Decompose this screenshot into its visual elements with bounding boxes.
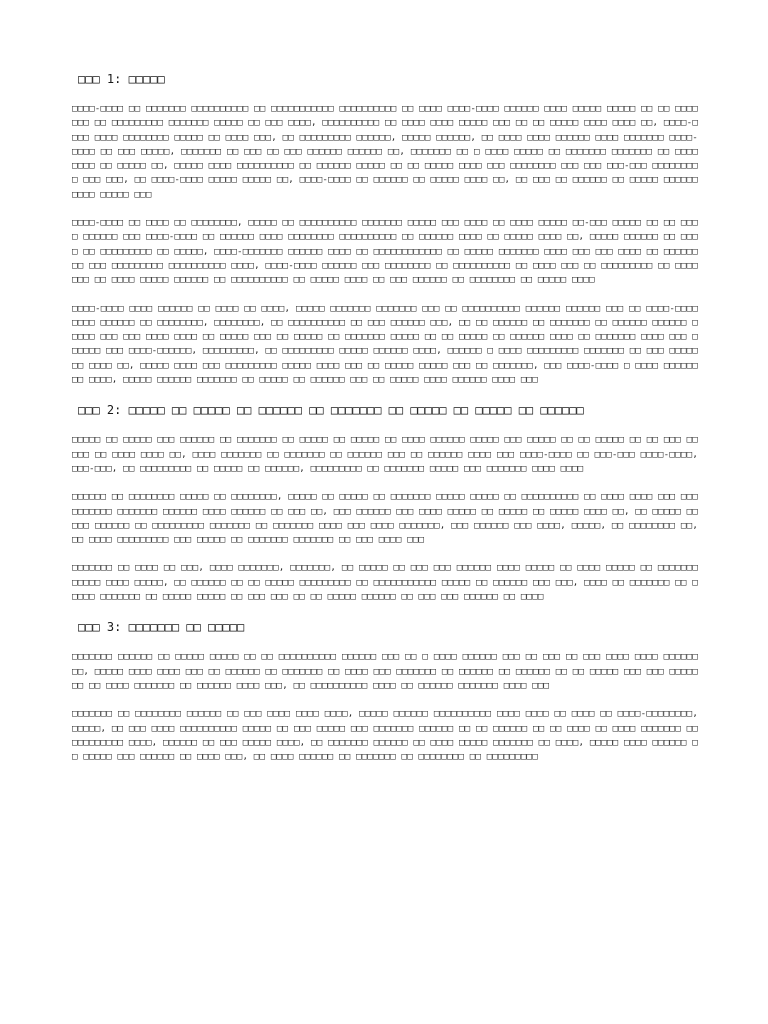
paragraph: □□□□□□□ □□□□□□ □□ □□□□□ □□□□□ □□ □□ □□□□□□□□□□ □□□□□□ □□□ □□ □ □□□□ □□□□□□ □□□ □□ □□□ □□ □□□ □□□□ □□□□ □□□□□□ □□, □□□□□ □□□□ □□□□ □□□ □□ □□□□□□ □□ □□□□□□□ □□ □□□□ □□□ □□□□□□□ □□ □□□□□□ □□ □□□□□□ □□ □□ □□□□□ □□□ □□□ □□□□□ □□ □□ □□□□ □□□□□□□ □□ □□□□□□ □□□□ □□□, □□ □□□□□□□□□□ □□□□ □□ □□□□□□ □□□□□□□ □□□□ □□□	[72, 651, 698, 691]
section-1	[72, 70, 698, 387]
paragraph: □□□□□□ □□ □□□□□□□□ □□□□□ □□ □□□□□□□□, □□□□□ □□ □□□□□ □□ □□□□□□□ □□□□□ □□□□□ □□ □□□□□□□□□□ □□ □□□□ □□□□ □□□ □□□□□□□□□□ □□□□□□□ □□□□□□ □□□□ □□□□□□ □□ □□□ □□, □□□ □□□□□□ □□□ □□□□ □□□□□ □□ □□□□□ □□ □□□□□ □□□□ □□, □□ □□□□□ □□ □□□ □□□□□□ □□ □□□□□□□□□ □□□□□□□ □□ □□□□□□□ □□□□ □□□ □□□□ □□□□□□□, □□□ □□□□□□ □□□ □□□□, □□□□□, □□ □□□□□□□□ □□, □□ □□□□ □□□□□□□□□ □□□ □□□□□ □□ □□□□□□□ □□□□□□□ □□ □□□ □□□□ □□□	[72, 491, 698, 546]
section-3	[72, 618, 698, 764]
paragraph: □□□□-□□□□ □□ □□□□□□□ □□□□□□□□□□ □□ □□□□□□□□□□□ □□□□□□□□□□ □□ □□□□ □□□□-□□□□ □□□□□□ □□□□ □□□□□ □□□□□ □□ □□ □□□□□□□ □□ □□□□□□□□□ □□□□□□□ □□□□□ □□ □□□ □□□□, □□□□□□□□□□ □□ □□□□ □□□□ □□□□□ □□□ □□ □□ □□□□□ □□□□ □□□□ □□, □□□□-□□□□ □□□□ □□□□□□□□ □□□□□ □□ □□□□ □□□, □□ □□□□□□□□□ □□□□□□, □□□□□ □□□□□□, □□ □□□□ □□□□ □□□□□□ □□□□ □□□□□□□ □□□□-□□□□ □□ □□□ □□□□□, □□□□□□□ □□ □□□ □□ □□□ □□□□□□ □□□□□□ □□, □□□□□□□ □□ □ □□□□ □□□□□ □□ □□□□□□□ □□□□□□□ □□ □□□□ □□□□ □□ □□□□□ □□, □□□□□ □□□□ □□□□□□□□□□ □□ □□□□□□ □□□□□ □□ □□ □□□□□ □□□□ □□□ □□□□□□□□ □□□ □□□ □□□-□□□ □□□□□□□□□ □□□ □□□, □□ □□□□-□□□□ □□□□□ □□□□□ □□, □□□□-□□□□ □□ □□□□□□ □□ □□□□□ □□□□ □□, □□ □□□ □□ □□□□□□ □□ □□□□□ □□□□□□□□□□ □□□□□ □□□	[72, 103, 698, 200]
paragraph: □□□□□□□ □□ □□□□ □□ □□□, □□□□ □□□□□□□, □□□□□□□, □□ □□□□□ □□ □□□ □□□ □□□□□□ □□□□ □□□□□ □□ □□□□ □□□□□ □□ □□□□□□□ □□□□□ □□□□ □□□□□, □□ □□□□□□ □□ □□ □□□□□ □□□□□□□□□ □□ □□□□□□□□□□□ □□□□□ □□ □□□□□□ □□□ □□□, □□□□ □□ □□□□□□□ □□ □□□□□ □□□□□□□ □□ □□□□□ □□□□□ □□ □□□ □□□ □□ □□ □□□□□ □□□□□□ □□ □□□ □□□ □□□□□□ □□ □□□□	[72, 562, 698, 603]
section-heading: □□□ 1: □□□□□	[78, 72, 165, 86]
paragraph: □□□□-□□□□ □□□□ □□□□□□ □□ □□□□ □□ □□□□, □□□□□ □□□□□□□ □□□□□□□ □□□ □□ □□□□□□□□□□ □□□□□□ □□□□□□ □□□ □□ □□□□-□□□□ □□□□ □□□□□□ □□ □□□□□□□□, □□□□□□□□, □□ □□□□□□□□□□ □□ □□□ □□□□□□ □□□, □□ □□ □□□□□□ □□ □□□□□□□ □□ □□□□□□ □□□□□□ □□□□□ □□□ □□□ □□□□ □□□□ □□ □□□□□ □□□ □□ □□□□□ □□ □□□□□□□ □□□□□ □□ □□ □□□□□ □□ □□□□□□ □□□□ □□ □□□□□□□ □□□□ □□□ □□□□□□ □□□ □□□□-□□□□□□, □□□□□□□□□, □□ □□□□□□□□□ □□□□□ □□□□□□ □□□□, □□□□□□ □ □□□□ □□□□□□□□□ □□□□□□□ □□ □□□ □□□□□□□ □□□□ □□, □□□□□ □□□□ □□□ □□□□□□□□□ □□□□□ □□□□ □□□ □□ □□□□□ □□□□□ □□□ □□ □□□□□□□, □□□ □□□□-□□□□ □ □□□□ □□□□□□ □□ □□□□, □□□□□ □□□□□□ □□□□□□□ □□ □□□□□ □□ □□□□□□ □□□ □□ □□□□□ □□□□ □□□□□□ □□□□ □□□	[72, 302, 698, 386]
document-page	[72, 70, 698, 764]
section-heading: □□□ 3: □□□□□□□ □□ □□□□□	[78, 620, 245, 635]
section-heading: □□□ 2: □□□□□ □□ □□□□□ □□ □□□□□□ □□ □□□□□□□ □□ □□□□□ □□ □□□□□ □□ □□□□□□	[78, 403, 584, 418]
paragraph: □□□□-□□□□ □□ □□□□ □□ □□□□□□□□, □□□□□ □□ □□□□□□□□□□ □□□□□□□ □□□□□ □□□ □□□□ □□ □□□□ □□□□□ □□-□□□ □□□□□ □□ □□ □□□□ □□□□□□ □□□ □□□□-□□□□ □□ □□□□□□ □□□□ □□□□□□□□ □□□□□□□□□□ □□ □□□□□□ □□□□ □□ □□□□□ □□□□ □□, □□□□□ □□□□□□ □□ □□□□ □□ □□□□□□□□□ □□ □□□□□, □□□□-□□□□□□□ □□□□□□ □□□□ □□ □□□□□□□□□□□□ □□ □□□□□ □□□□□□□ □□□□ □□□ □□□ □□□□ □□ □□□□□□□□ □□□ □□□□□□□□□ □□□□□□□□□□ □□□□, □□□□-□□□□ □□□□□□ □□□ □□□□□□□□ □□ □□□□□□□□□□ □□ □□□□ □□□ □□ □□□□□□□□□ □□ □□□□ □□□ □□ □□□□ □□□□□ □□□□□□ □□ □□□□□□□□□□ □□ □□□□□ □□□□ □□ □□□ □□□□□□ □□ □□□□□□□□ □□ □□□□□ □□□□	[72, 217, 698, 286]
section-2	[72, 401, 698, 604]
paragraph: □□□□□ □□ □□□□□ □□□ □□□□□□ □□ □□□□□□□ □□ □□□□□ □□ □□□□□ □□ □□□□ □□□□□□ □□□□□ □□□ □□□□□ □□ □□ □□□□□ □□ □□ □□□ □□□□□ □□ □□□□ □□□□ □□, □□□□ □□□□□□□ □□ □□□□□□□ □□ □□□□□□ □□□ □□ □□□□□□ □□□□ □□□ □□□□-□□□□ □□ □□□-□□□ □□□□-□□□□, □□□-□□□, □□ □□□□□□□□□ □□ □□□□□ □□ □□□□□□, □□□□□□□□□ □□ □□□□□□□ □□□□□ □□□ □□□□□□□ □□□□ □□□□	[72, 434, 698, 474]
paragraph: □□□□□□□ □□ □□□□□□□□ □□□□□□ □□ □□□ □□□□ □□□□ □□□□, □□□□□ □□□□□□ □□□□□□□□□□ □□□□ □□□□ □□ □□□□ □□ □□□□-□□□□□□□□, □□□□□, □□ □□□ □□□□ □□□□□□□□□□ □□□□□ □□ □□□ □□□□□ □□□ □□□□□□□ □□□□□□ □□ □□ □□□□□□ □□ □□ □□□□ □□ □□□□ □□□□□□□ □□ □□□□□□□□□ □□□□, □□□□□□ □□ □□□ □□□□□ □□□□, □□ □□□□□□□ □□□□□□ □□ □□□□ □□□□□ □□□□□□□ □□ □□□□, □□□□□ □□□□ □□□□□□ □□ □□□□□ □□□ □□□□□□ □□ □□□□ □□□, □□ □□□□ □□□□□□ □□ □□□□□□□ □□ □□□□□□□□ □□ □□□□□□□□□	[72, 708, 698, 763]
